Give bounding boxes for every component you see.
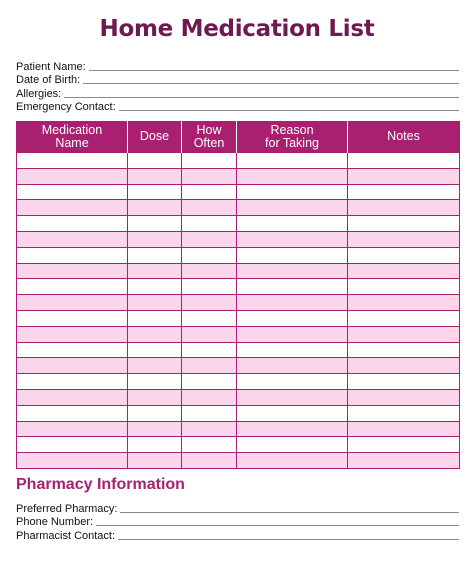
table-cell[interactable] xyxy=(182,231,237,247)
table-cell[interactable] xyxy=(348,200,460,216)
table-cell[interactable] xyxy=(348,374,460,390)
table-cell[interactable] xyxy=(237,216,348,232)
table-header-row xyxy=(17,121,460,153)
table-row xyxy=(17,231,460,247)
table-cell[interactable] xyxy=(128,310,182,326)
table-row xyxy=(17,200,460,216)
table-cell[interactable] xyxy=(182,247,237,263)
table-cell[interactable] xyxy=(128,421,182,437)
table-cell[interactable] xyxy=(348,168,460,184)
table-cell[interactable] xyxy=(237,184,348,200)
table-cell[interactable] xyxy=(182,279,237,295)
medication-table-body xyxy=(17,153,460,469)
table-cell[interactable] xyxy=(128,200,182,216)
table-cell[interactable] xyxy=(17,247,128,263)
table-row xyxy=(17,168,460,184)
table-cell[interactable] xyxy=(237,231,348,247)
pharmacy-info-section xyxy=(16,501,459,542)
table-cell[interactable] xyxy=(128,358,182,374)
table-cell[interactable] xyxy=(128,153,182,169)
table-row xyxy=(17,374,460,390)
table-cell[interactable] xyxy=(348,453,460,469)
pharmacy-section-title: Pharmacy Information xyxy=(16,476,185,493)
table-cell[interactable] xyxy=(348,263,460,279)
header-notes-line1: Notes xyxy=(387,129,420,144)
table-cell[interactable] xyxy=(17,184,128,200)
table-cell[interactable] xyxy=(17,216,128,232)
table-cell[interactable] xyxy=(348,231,460,247)
table-row xyxy=(17,326,460,342)
table-cell[interactable] xyxy=(237,342,348,358)
table-row xyxy=(17,389,460,405)
table-cell[interactable] xyxy=(348,342,460,358)
table-cell[interactable] xyxy=(348,279,460,295)
table-cell[interactable] xyxy=(182,310,237,326)
table-row xyxy=(17,421,460,437)
header-dose xyxy=(128,121,182,153)
table-cell[interactable] xyxy=(348,184,460,200)
table-cell[interactable] xyxy=(128,437,182,453)
table-row xyxy=(17,216,460,232)
table-cell[interactable] xyxy=(182,168,237,184)
table-cell[interactable] xyxy=(128,184,182,200)
table-cell[interactable] xyxy=(17,310,128,326)
preferred-pharmacy-field[interactable] xyxy=(16,501,459,515)
table-cell[interactable] xyxy=(128,247,182,263)
table-row xyxy=(17,342,460,358)
table-cell[interactable] xyxy=(182,405,237,421)
allergies-label: Allergies: xyxy=(16,87,62,100)
table-cell[interactable] xyxy=(182,216,237,232)
table-row xyxy=(17,263,460,279)
header-how-often-line1: How xyxy=(196,123,222,137)
header-reason-line2: for Taking xyxy=(265,135,319,150)
table-cell[interactable] xyxy=(128,326,182,342)
page-title: Home Medication List xyxy=(99,16,375,42)
emergency-contact-label: Emergency Contact: xyxy=(16,101,116,113)
table-cell[interactable] xyxy=(182,184,237,200)
table-cell[interactable] xyxy=(237,168,348,184)
table-cell[interactable] xyxy=(17,200,128,216)
allergies-line[interactable] xyxy=(64,97,459,98)
patient-info-section xyxy=(16,59,459,113)
allergies-field[interactable] xyxy=(16,86,459,100)
table-row xyxy=(17,279,460,295)
table-cell[interactable] xyxy=(237,247,348,263)
table-cell[interactable] xyxy=(348,153,460,169)
table-cell[interactable] xyxy=(17,342,128,358)
header-medication-name-line2: Name xyxy=(55,135,89,150)
phone-number-line[interactable] xyxy=(96,525,459,526)
table-cell[interactable] xyxy=(237,389,348,405)
table-cell[interactable] xyxy=(237,421,348,437)
table-row xyxy=(17,310,460,326)
header-dose-line1: Dose xyxy=(139,129,170,144)
table-cell[interactable] xyxy=(128,374,182,390)
table-cell[interactable] xyxy=(182,374,237,390)
table-cell[interactable] xyxy=(17,374,128,390)
table-cell[interactable] xyxy=(348,421,460,437)
table-cell[interactable] xyxy=(237,437,348,453)
date-of-birth-label: Date of Birth: xyxy=(16,74,81,86)
table-cell[interactable] xyxy=(348,247,460,263)
table-cell[interactable] xyxy=(17,326,128,342)
pharmacist-contact-field[interactable] xyxy=(16,528,459,542)
table-cell[interactable] xyxy=(237,326,348,342)
table-cell[interactable] xyxy=(348,358,460,374)
table-cell[interactable] xyxy=(128,279,182,295)
patient-name-label: Patient Name: xyxy=(16,60,86,73)
table-row xyxy=(17,453,460,469)
table-cell[interactable] xyxy=(182,295,237,311)
table-cell[interactable] xyxy=(128,168,182,184)
table-cell[interactable] xyxy=(128,342,182,358)
pharmacist-contact-line[interactable] xyxy=(118,539,459,540)
table-cell[interactable] xyxy=(348,295,460,311)
phone-number-label: Phone Number: xyxy=(16,516,94,528)
table-cell[interactable] xyxy=(182,342,237,358)
table-cell[interactable] xyxy=(17,405,128,421)
table-row xyxy=(17,247,460,263)
table-cell[interactable] xyxy=(348,216,460,232)
pharmacist-contact-label: Pharmacist Contact: xyxy=(16,529,116,542)
table-cell[interactable] xyxy=(182,389,237,405)
table-cell[interactable] xyxy=(17,153,128,169)
table-cell[interactable] xyxy=(182,358,237,374)
patient-name-field[interactable] xyxy=(16,59,459,73)
table-cell[interactable] xyxy=(128,263,182,279)
header-reason-for-taking xyxy=(237,121,348,153)
table-row xyxy=(17,358,460,374)
header-medication-name xyxy=(17,121,128,153)
table-cell[interactable] xyxy=(348,437,460,453)
table-cell[interactable] xyxy=(17,295,128,311)
header-medication-name-line1: Medication xyxy=(41,123,103,137)
table-cell[interactable] xyxy=(348,405,460,421)
header-reason-line1: Reason xyxy=(270,123,314,137)
table-cell[interactable] xyxy=(182,437,237,453)
table-row xyxy=(17,153,460,169)
table-cell[interactable] xyxy=(182,421,237,437)
table-cell[interactable] xyxy=(17,358,128,374)
medication-table xyxy=(16,121,460,469)
table-cell[interactable] xyxy=(237,263,348,279)
table-cell[interactable] xyxy=(237,200,348,216)
header-how-often xyxy=(182,121,237,153)
table-cell[interactable] xyxy=(237,310,348,326)
table-cell[interactable] xyxy=(348,310,460,326)
table-cell[interactable] xyxy=(237,153,348,169)
table-cell[interactable] xyxy=(17,421,128,437)
table-cell[interactable] xyxy=(128,216,182,232)
table-cell[interactable] xyxy=(17,231,128,247)
table-row xyxy=(17,437,460,453)
patient-name-line[interactable] xyxy=(89,70,459,71)
table-cell[interactable] xyxy=(182,153,237,169)
table-cell[interactable] xyxy=(237,405,348,421)
table-cell[interactable] xyxy=(237,279,348,295)
table-cell[interactable] xyxy=(128,389,182,405)
table-cell[interactable] xyxy=(182,326,237,342)
emergency-contact-line[interactable] xyxy=(119,110,459,111)
table-cell[interactable] xyxy=(182,263,237,279)
date-of-birth-line[interactable] xyxy=(83,83,459,84)
emergency-contact-field[interactable] xyxy=(16,100,459,114)
preferred-pharmacy-line[interactable] xyxy=(120,512,459,513)
table-cell[interactable] xyxy=(182,453,237,469)
table-cell[interactable] xyxy=(128,453,182,469)
table-cell[interactable] xyxy=(17,453,128,469)
table-cell[interactable] xyxy=(237,453,348,469)
table-cell[interactable] xyxy=(128,405,182,421)
table-row xyxy=(17,405,460,421)
table-cell[interactable] xyxy=(17,437,128,453)
phone-number-field[interactable] xyxy=(16,515,459,529)
table-cell[interactable] xyxy=(237,374,348,390)
table-cell[interactable] xyxy=(17,279,128,295)
table-cell[interactable] xyxy=(348,326,460,342)
preferred-pharmacy-label: Preferred Pharmacy: xyxy=(16,502,118,515)
table-cell[interactable] xyxy=(17,168,128,184)
table-row xyxy=(17,184,460,200)
table-row xyxy=(17,295,460,311)
table-cell[interactable] xyxy=(348,389,460,405)
table-cell[interactable] xyxy=(17,263,128,279)
table-cell[interactable] xyxy=(17,389,128,405)
header-notes xyxy=(348,121,460,153)
table-cell[interactable] xyxy=(237,358,348,374)
table-cell[interactable] xyxy=(128,231,182,247)
header-how-often-line2: Often xyxy=(193,135,225,150)
date-of-birth-field[interactable] xyxy=(16,73,459,87)
table-cell[interactable] xyxy=(182,200,237,216)
table-cell[interactable] xyxy=(237,295,348,311)
table-cell[interactable] xyxy=(128,295,182,311)
